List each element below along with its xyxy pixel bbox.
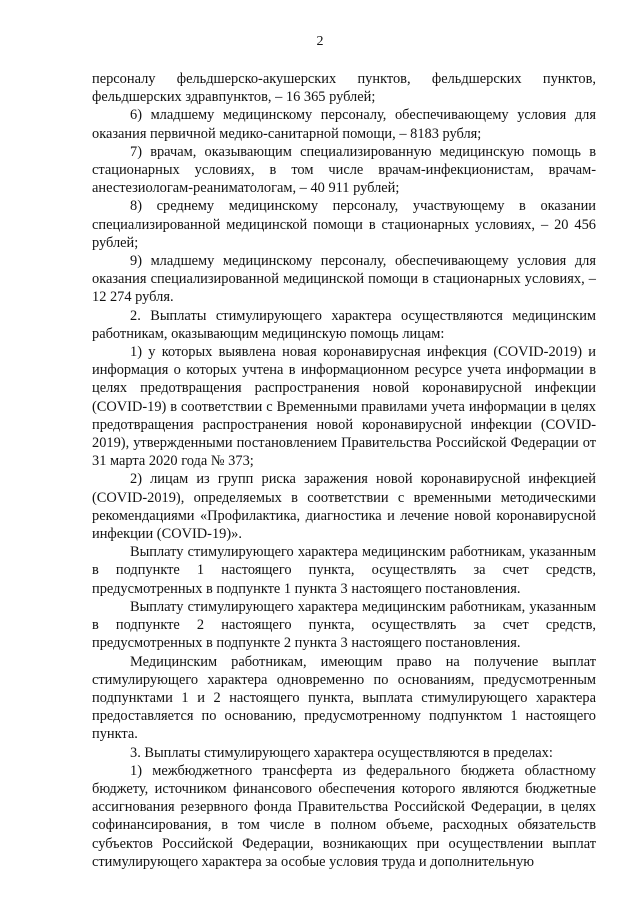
- paragraph-item-8: 8) среднему медицинскому персоналу, участвующему в оказании специализированной медицинской помощи в стационарных условиях, – 20 456 рублей;: [92, 198, 596, 251]
- paragraph-item-7: 7) врачам, оказывающим специализированную медицинскую помощь в стационарных условиях, в том числе врачам-инфекционистам, врачам-анестезиологам-реаниматологам, – 40 911 рублей;: [92, 143, 596, 197]
- paragraph-dual-eligibility: Медицинским работникам, имеющим право на получение выплат стимулирующего характера одновременно по основаниям, предусмотренным подпунктами 1 и 2 настоящего пункта, выплата стимулирующего характера предоставляется по основанию, предусмотренному подпунктом 1 настоящего пункта.: [92, 653, 596, 743]
- page-number: 2: [316, 34, 324, 49]
- paragraph-section-2-item-1: 1) у которых выявлена новая коронавирусная инфекция (COVID-2019) и информация о которых учтена в информационном ресурсе учета информации в целях предотвращения распространения новой коронавирусной инфекции (COVID-19) в соответствии с Временными правилами учета информации в целях предотвращения распространения новой коронавирусной инфекции (COVID-2019), утвержденными постановлением Правительства Российской Федерации от 31 марта 2020 года № 373;: [92, 344, 596, 470]
- paragraph-item-6: 6) младшему медицинскому персоналу, обеспечивающему условия для оказания первичной медико-санитарной помощи, – 8183 рубля;: [92, 107, 596, 142]
- paragraph-section-2: 2. Выплаты стимулирующего характера осуществляются медицинским работникам, оказывающим медицинскую помощь лицам:: [92, 307, 596, 342]
- paragraph-section-2-item-2: 2) лицам из групп риска заражения новой коронавирусной инфекцией (COVID-2019), определяемых в соответствии с временными методическими рекомендациями «Профилактика, диагностика и лечение новой коронавирусной инфекции (COVID-19)».: [92, 471, 596, 543]
- paragraph-payment-subitem-2: Выплату стимулирующего характера медицинским работникам, указанным в подпункте 2 настоящего пункта, осуществлять за счет средств, предусмотренных в подпункте 2 пункта 3 настоящего постановления.: [92, 598, 596, 652]
- paragraph-item-9: 9) младшему медицинскому персоналу, обеспечивающему условия для оказания специализированной медицинской помощи в стационарных условиях, – 12 274 рубля.: [92, 253, 596, 306]
- paragraph-section-3-item-1: 1) межбюджетного трансферта из федерального бюджета областному бюджету, источником финансового обеспечения которого являются бюджетные ассигнования резервного фонда Правительства Российской Федерации, в целях софинансирования, в том числе в полном объеме, расходных обязательств субъектов Российской Федерации, возникающих при осуществлении выплат стимулирующего характера за особые условия труда и дополнительную: [92, 762, 596, 870]
- paragraph-continuation: персоналу фельдшерско-акушерских пунктов, фельдшерских пунктов, фельдшерских здравпунктов, – 16 365 рублей;: [92, 71, 596, 106]
- paragraph-section-3: 3. Выплаты стимулирующего характера осуществляются в пределах:: [130, 744, 553, 761]
- document-body: [92, 70, 596, 871]
- paragraph-payment-subitem-1: Выплату стимулирующего характера медицинским работникам, указанным в подпункте 1 настоящего пункта, осуществлять за счет средств, предусмотренных в подпункте 1 пункта 3 настоящего постановления.: [92, 544, 596, 597]
